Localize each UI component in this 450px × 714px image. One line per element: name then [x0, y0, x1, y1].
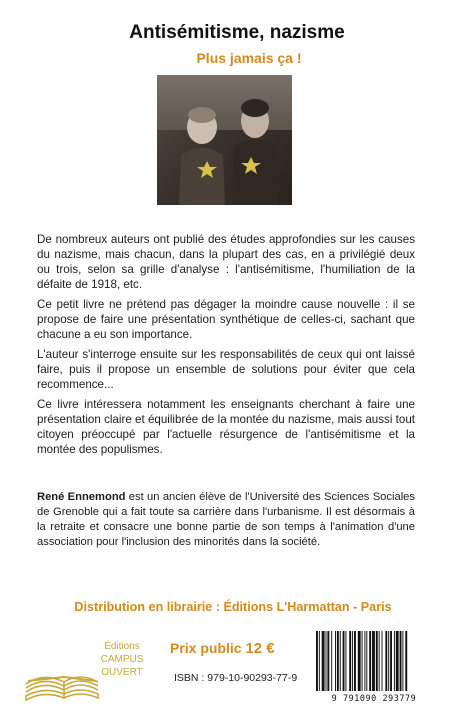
- barcode-bar: [385, 631, 387, 691]
- child-figure-right: [229, 97, 281, 205]
- barcode-bar: [376, 631, 378, 691]
- barcode-bar: [331, 631, 332, 691]
- barcode-bar: [366, 631, 367, 691]
- publisher-line: CAMPUS: [100, 654, 144, 665]
- isbn: ISBN : 979-10-90293-77-9: [174, 672, 298, 684]
- cover-photo: [157, 75, 292, 205]
- author-bio: [37, 490, 415, 550]
- child-figure-left: [175, 103, 227, 205]
- publisher-line: OUVERT: [101, 667, 143, 678]
- barcode-bar: [335, 631, 336, 691]
- barcode-bar: [327, 631, 329, 691]
- barcode-bar: [343, 631, 345, 691]
- barcode-bar: [345, 631, 346, 691]
- barcode-bar: [358, 631, 361, 691]
- barcode-bar: [316, 631, 318, 691]
- barcode-bar: [369, 631, 371, 691]
- barcode-bar: [405, 631, 407, 691]
- barcode-bar: [400, 631, 402, 691]
- barcode-bar: [337, 631, 339, 691]
- barcode-bar: [390, 631, 392, 691]
- blurb-paragraph: De nombreux auteurs ont publié des études approfondies sur les causes du nazisme, mais chacun, dans la plupart des cas, en a privilégié deux ou trois, selon sa grille d'analyse : l'antisémitisme, l'humiliation de la défaite de 1918, etc.: [37, 233, 415, 291]
- barcode-bar: [402, 631, 403, 691]
- author-name: René Ennemond: [37, 491, 126, 503]
- publisher-line: Éditions: [104, 641, 140, 652]
- barcode-number: 9 791090 293779: [331, 693, 417, 703]
- barcode-bar: [364, 631, 365, 691]
- price: [170, 640, 275, 657]
- publisher-logo-text: [92, 640, 152, 679]
- barcode-bar: [349, 631, 351, 691]
- barcode-bar: [362, 631, 363, 691]
- barcode-bar: [326, 631, 327, 691]
- barcode-bar: [319, 631, 320, 691]
- barcode-bar: [388, 631, 389, 691]
- barcode-bar: [379, 631, 380, 691]
- distribution-line: Distribution en librairie : Éditions L'Harmattan - Paris: [74, 600, 392, 614]
- barcode-bar: [322, 631, 325, 691]
- book-title: Antisémitisme, nazisme: [129, 22, 345, 43]
- blurb-paragraph: Ce livre intéressera notamment les enseignants cherchant à faire une présentation claire et équilibrée de la montée du nazisme, mais aussi tout citoyen préoccupé par l'actuelle résurgence de l'antisémitisme et la montée des populismes.: [37, 398, 415, 456]
- author-bio-text: est un ancien élève de l'Université des Sciences Sociales de Grenoble qui a fait toute sa carrière dans l'urbanisme. Il est désormais à la retraite et consacre une bonne partie de son temps à l'animation d'une association pour l'inclusion des minorités dans la société.: [37, 491, 416, 548]
- barcode-bar: [352, 631, 353, 691]
- blurb-paragraph: Ce petit livre ne prétend pas dégager la moindre cause nouvelle : il se propose de faire une présentation synthétique de celles-ci, sachant que chacune a eu son importance.: [37, 298, 415, 341]
- book-subtitle: Plus jamais ça !: [196, 50, 302, 66]
- barcode-bar: [354, 631, 356, 691]
- barcode-bar: [340, 631, 341, 691]
- barcode-bar: [396, 631, 399, 691]
- barcode-bar: [382, 631, 383, 691]
- blurb-paragraph: L'auteur s'interroge ensuite sur les responsabilités de ceux qui ont laissé faire, puis il propose un ensemble de solutions pour éviter que cela recommence...: [37, 348, 415, 391]
- price-amount: 12 €: [245, 640, 275, 657]
- barcode-bar: [372, 631, 375, 691]
- barcode-icon: [312, 629, 436, 695]
- barcode-bar: [394, 631, 395, 691]
- blurb: [37, 232, 415, 462]
- price-label: Prix public: [170, 640, 246, 656]
